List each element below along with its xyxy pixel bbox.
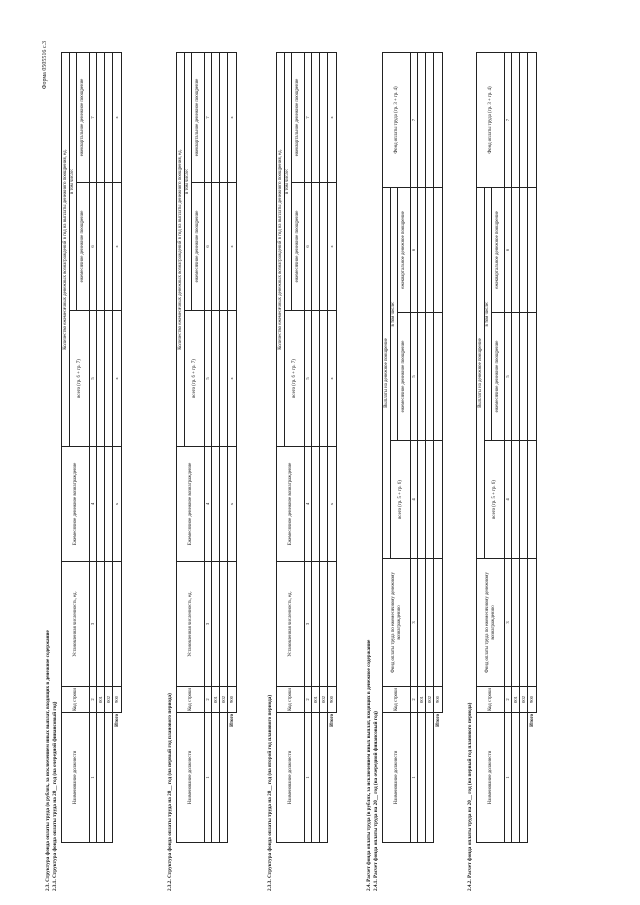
cell[interactable]	[105, 562, 113, 687]
cell[interactable]	[212, 183, 220, 311]
in-that-label: в том числе:	[185, 53, 192, 311]
col-qty-header: Количество ежемесячных денежных вознаграждений в год на выплаты денежного поощрения, ед.	[177, 53, 185, 447]
table-row	[212, 53, 220, 843]
table-2-3-1-title: 2.3.1. Структура фонда оплаты труда на 20__ год (на очередной финансовый год)	[52, 701, 58, 891]
col-name-header: Наименование должности	[477, 713, 505, 843]
colnum-2: 2	[90, 687, 97, 713]
cell[interactable]	[105, 53, 113, 183]
col-fund-total-header: Фонд оплаты труда (гр. 3 + гр. 4)	[383, 52, 411, 187]
col-pay-header: Выплаты на денежное поощрение	[477, 187, 485, 558]
in-that-label: в том числе:	[285, 53, 292, 311]
col6-header: ежемесячное денежное поощрение	[77, 183, 90, 311]
col-total-header: всего (гр. 6 + гр. 7)	[70, 311, 90, 447]
cell[interactable]	[520, 441, 528, 559]
colnum-2: 2	[205, 687, 212, 713]
section-2-4-title: 2.4. Расчет фонда оплаты труда (в рублях, за исключением иных выплат, входящих в денежное содержание	[366, 639, 372, 891]
row-code: 001	[212, 687, 220, 713]
row-code: 002	[320, 687, 328, 713]
cell-name[interactable]	[212, 713, 220, 843]
table-2-3-1	[61, 52, 122, 843]
colnum-5: 5	[205, 311, 212, 447]
cell-name[interactable]	[320, 713, 328, 843]
colnum-7: 7	[505, 52, 512, 187]
colnum-7: 7	[411, 52, 418, 187]
col-name-header: Наименование должности	[177, 713, 205, 843]
colnum-1: 1	[305, 713, 312, 843]
cell[interactable]	[113, 562, 122, 687]
cell[interactable]	[320, 562, 328, 687]
cell[interactable]	[434, 313, 443, 441]
cell[interactable]	[434, 187, 443, 312]
col-monthly-header: Ежемесячное денежное вознаграждение	[277, 447, 305, 562]
row-code: 001	[312, 687, 320, 713]
colnum-4: 4	[305, 447, 312, 562]
cell[interactable]	[320, 183, 328, 311]
itog-label: Итого	[113, 713, 122, 843]
cell[interactable]	[220, 311, 228, 447]
cell[interactable]	[418, 52, 426, 187]
in-that-label: в том числе:	[70, 53, 77, 311]
x-mark: x	[113, 53, 122, 183]
colnum-4: 4	[205, 447, 212, 562]
colnum-3: 3	[411, 559, 418, 687]
table-row	[426, 52, 434, 842]
table-row	[105, 53, 113, 843]
cell[interactable]	[512, 187, 520, 312]
col6-header: ежемесячное денежное поощрение	[192, 183, 205, 311]
itog-row	[328, 53, 337, 843]
cell[interactable]	[97, 447, 105, 562]
row-code: 002	[105, 687, 113, 713]
cell[interactable]	[312, 447, 320, 562]
colnum-2: 2	[305, 687, 312, 713]
row-code: 001	[97, 687, 105, 713]
colnum-5: 5	[411, 313, 418, 441]
cell[interactable]	[426, 52, 434, 187]
x-mark: x	[328, 53, 337, 183]
x-mark: x	[328, 447, 337, 562]
table-2-3-3	[276, 52, 337, 843]
table-row	[512, 52, 520, 842]
cell[interactable]	[528, 559, 537, 687]
colnum-2: 2	[505, 687, 512, 713]
cell[interactable]	[434, 441, 443, 559]
itog-code: 900	[228, 687, 237, 713]
table-2-4-2-grid	[476, 52, 537, 843]
table-2-3-3-title: 2.3.3. Структура фонда оплаты труда на 20__ год (на второй год планового периода)	[267, 694, 273, 891]
itog-row	[434, 52, 443, 842]
cell[interactable]	[520, 187, 528, 312]
table-2-3-2-grid	[176, 52, 237, 843]
colnum-2: 2	[411, 687, 418, 713]
cell[interactable]	[520, 313, 528, 441]
table-2-4-2-title: 2.4.2. Расчет фонда оплаты труда на 20__ год (на первый год планового периода)	[467, 702, 473, 891]
x-mark: x	[228, 447, 237, 562]
cell-name[interactable]	[512, 713, 520, 843]
cell[interactable]	[105, 311, 113, 447]
cell[interactable]	[434, 559, 443, 687]
cell[interactable]	[312, 311, 320, 447]
row-code: 002	[426, 687, 434, 713]
cell[interactable]	[220, 562, 228, 687]
colnum-7: 7	[305, 53, 312, 183]
cell[interactable]	[528, 313, 537, 441]
cell[interactable]	[312, 562, 320, 687]
col7-header: ежеквартальное денежное поощрение	[292, 53, 305, 183]
in-that-label: в том числе:	[391, 187, 398, 440]
colnum-5: 5	[505, 313, 512, 441]
in-that-label: в том числе:	[485, 187, 492, 440]
table-2-4-1-title: 2.4.1. Расчет фонда оплаты труда на 20__ год (на очередной финансовый год)	[373, 711, 379, 891]
colnum-3: 3	[90, 562, 97, 687]
colnum-7: 7	[90, 53, 97, 183]
cell-name[interactable]	[520, 713, 528, 843]
table-2-3-2-title: 2.3.2. Структура фонда оплаты труда на 20__ год (на первый год планового периода)	[167, 693, 173, 891]
itog-row	[528, 52, 537, 842]
table-2-3-1-grid	[61, 52, 122, 843]
table-2-4-2	[476, 52, 537, 843]
cell[interactable]	[105, 447, 113, 562]
colnum-3: 3	[305, 562, 312, 687]
col-count-header: Установленная численность, ед.	[277, 562, 305, 687]
cell[interactable]	[320, 311, 328, 447]
col7-header: ежеквартальное денежное поощрение	[192, 53, 205, 183]
colnum-1: 1	[205, 713, 212, 843]
cell[interactable]	[512, 441, 520, 559]
cell-name[interactable]	[418, 713, 426, 843]
col-code-header: Код строки	[277, 687, 305, 713]
x-mark: x	[113, 311, 122, 447]
col7-header: ежеквартальное денежное поощрение	[77, 53, 90, 183]
section-2-3-title: 2.3. Структура фонда оплаты труда (в рублях, за исключением иных выплат, входящих в денежное содержание	[45, 630, 51, 891]
col-name-header: Наименование должности	[62, 713, 90, 843]
col-fund-monthly-header: Фонд оплаты труда по ежемесячному денежному вознаграждению	[383, 559, 411, 687]
cell[interactable]	[212, 562, 220, 687]
cell-name[interactable]	[220, 713, 228, 843]
col6-header: ежемесячное денежное поощрение	[292, 183, 305, 311]
cell[interactable]	[312, 183, 320, 311]
colnum-6: 6	[505, 187, 512, 312]
colnum-5: 5	[90, 311, 97, 447]
col5-header: ежемесячное денежное поощрение	[398, 313, 411, 441]
x-mark: x	[113, 447, 122, 562]
col-total-header: всего (гр. 6 + гр. 7)	[285, 311, 305, 447]
colnum-1: 1	[411, 713, 418, 843]
x-mark: x	[228, 311, 237, 447]
cell[interactable]	[426, 187, 434, 312]
col-code-header: Код строки	[383, 687, 411, 713]
cell[interactable]	[426, 313, 434, 441]
x-mark: x	[328, 183, 337, 311]
row-code: 002	[220, 687, 228, 713]
cell[interactable]	[528, 441, 537, 559]
itog-code: 900	[328, 687, 337, 713]
itog-label: Итого	[228, 713, 237, 843]
cell[interactable]	[418, 559, 426, 687]
table-row	[418, 52, 426, 842]
col5-header: ежемесячное денежное поощрение	[492, 313, 505, 441]
rotated-form-sheet	[40, 35, 580, 895]
cell[interactable]	[220, 447, 228, 562]
col-code-header: Код строки	[177, 687, 205, 713]
col-code-header: Код строки	[62, 687, 90, 713]
cell[interactable]	[220, 183, 228, 311]
cell[interactable]	[528, 52, 537, 187]
col6-header: ежеквартальное денежное поощрение	[398, 187, 411, 312]
cell[interactable]	[528, 187, 537, 312]
col-count-header: Установленная численность, ед.	[177, 562, 205, 687]
cell[interactable]	[97, 53, 105, 183]
colnum-1: 1	[505, 713, 512, 843]
itog-label: Итого	[328, 713, 337, 843]
col-qty-header: Количество ежемесячных денежных вознаграждений в год на выплаты денежного поощрения, ед.	[277, 53, 285, 447]
col-qty-header: Количество ежемесячных денежных вознаграждений в год на выплаты денежного поощрения, ед.	[62, 53, 70, 447]
cell-name[interactable]	[97, 713, 105, 843]
cell[interactable]	[320, 447, 328, 562]
col-fund-monthly-header: Фонд оплаты труда по ежемесячному денежному вознаграждению	[477, 559, 505, 687]
cell[interactable]	[212, 311, 220, 447]
cell[interactable]	[434, 52, 443, 187]
row-code: 001	[512, 687, 520, 713]
itog-label: Итого	[434, 713, 443, 843]
cell[interactable]	[97, 183, 105, 311]
x-mark: x	[113, 183, 122, 311]
colnum-4: 4	[411, 441, 418, 559]
col6-header: ежеквартальное денежное поощрение	[492, 187, 505, 312]
colnum-3: 3	[205, 562, 212, 687]
colnum-3: 3	[505, 559, 512, 687]
colnum-6: 6	[305, 183, 312, 311]
cell[interactable]	[105, 183, 113, 311]
col-name-header: Наименование должности	[383, 713, 411, 843]
cell[interactable]	[512, 313, 520, 441]
col-monthly-header: Ежемесячное денежное вознаграждение	[62, 447, 90, 562]
colnum-1: 1	[90, 713, 97, 843]
itog-code: 900	[528, 687, 537, 713]
cell[interactable]	[520, 559, 528, 687]
cell[interactable]	[426, 559, 434, 687]
cell-name[interactable]	[426, 713, 434, 843]
col-monthly-header: Ежемесячное денежное вознаграждение	[177, 447, 205, 562]
colnum-6: 6	[205, 183, 212, 311]
cell[interactable]	[520, 52, 528, 187]
x-mark: x	[328, 311, 337, 447]
table-row	[220, 53, 228, 843]
itog-label: Итого	[528, 713, 537, 843]
cell[interactable]	[97, 311, 105, 447]
table-row	[520, 52, 528, 842]
table-2-3-3-grid	[276, 52, 337, 843]
cell-name[interactable]	[312, 713, 320, 843]
cell[interactable]	[328, 562, 337, 687]
cell[interactable]	[418, 187, 426, 312]
form-code: Форма 0505516 с.3	[42, 41, 48, 90]
itog-row	[113, 53, 122, 843]
colnum-4: 4	[90, 447, 97, 562]
cell[interactable]	[220, 53, 228, 183]
row-code: 001	[418, 687, 426, 713]
cell[interactable]	[426, 441, 434, 559]
cell[interactable]	[97, 562, 105, 687]
table-row	[97, 53, 105, 843]
col-pay-header: Выплаты на денежное поощрение	[383, 187, 391, 558]
col-total-header: всего (гр. 5 + гр. 6)	[391, 441, 411, 559]
cell[interactable]	[212, 53, 220, 183]
table-row	[320, 53, 328, 843]
col-count-header: Установленная численность, ед.	[62, 562, 90, 687]
colnum-6: 6	[90, 183, 97, 311]
col-total-header: всего (гр. 5 + гр. 6)	[485, 441, 505, 559]
cell[interactable]	[212, 447, 220, 562]
itog-code: 900	[434, 687, 443, 713]
col-code-header: Код строки	[477, 687, 505, 713]
colnum-4: 4	[505, 441, 512, 559]
row-code: 002	[520, 687, 528, 713]
col-total-header: всего (гр. 6 + гр. 7)	[185, 311, 205, 447]
col-name-header: Наименование должности	[277, 713, 305, 843]
cell-name[interactable]	[105, 713, 113, 843]
x-mark: x	[228, 53, 237, 183]
cell[interactable]	[512, 559, 520, 687]
itog-code: 900	[113, 687, 122, 713]
table-2-3-2	[176, 52, 237, 843]
cell[interactable]	[228, 562, 237, 687]
table-2-4-1	[382, 52, 443, 843]
col-fund-total-header: Фонд оплаты труда (гр. 3 + гр. 4)	[477, 52, 505, 187]
colnum-5: 5	[305, 311, 312, 447]
cell[interactable]	[418, 441, 426, 559]
table-2-4-1-grid	[382, 52, 443, 843]
x-mark: x	[228, 183, 237, 311]
cell[interactable]	[418, 313, 426, 441]
cell[interactable]	[512, 52, 520, 187]
colnum-7: 7	[205, 53, 212, 183]
cell[interactable]	[320, 53, 328, 183]
table-row	[312, 53, 320, 843]
colnum-6: 6	[411, 187, 418, 312]
itog-row	[228, 53, 237, 843]
cell[interactable]	[312, 53, 320, 183]
